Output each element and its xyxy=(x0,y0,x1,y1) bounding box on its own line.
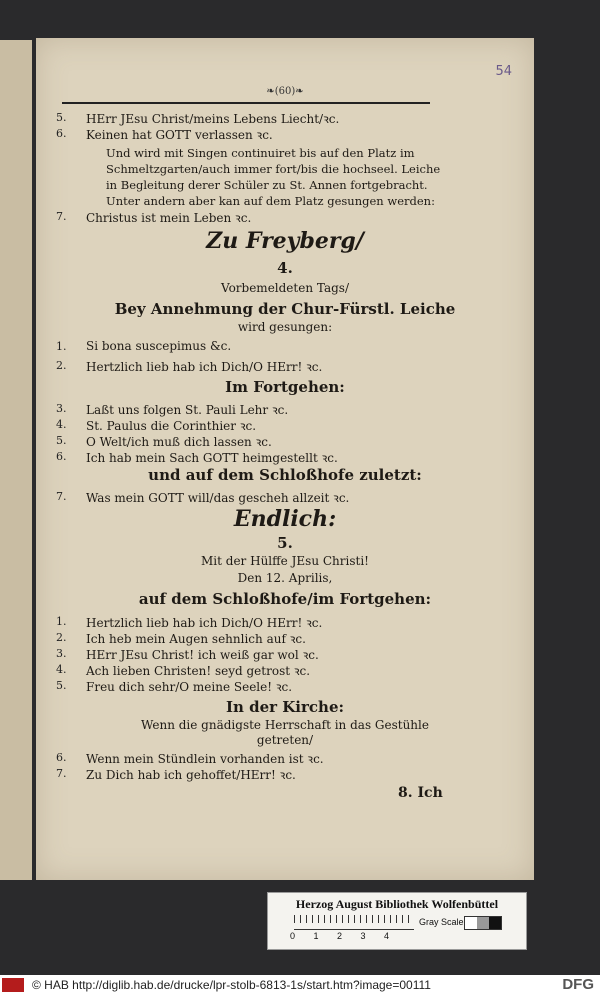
kirche-line: Wenn die gnädigste Herrschaft in das Gestühle xyxy=(141,718,429,732)
text-line: Ich heb mein Augen sehnlich auf ꝛc. xyxy=(86,632,306,646)
line-number: 3. xyxy=(56,402,67,415)
paragraph-line: Und wird mit Singen continuiret bis auf den Platz im xyxy=(106,146,415,160)
paragraph-line: Unter andern aber kan auf dem Platz gesungen werden: xyxy=(106,194,435,208)
scale-ruler xyxy=(294,915,414,930)
text-line: HErr JEsu Christ! ich weiß gar wol ꝛc. xyxy=(86,648,319,662)
text-line: Wenn mein Stündlein vorhanden ist ꝛc. xyxy=(86,752,324,766)
text-line: Christus ist mein Leben ꝛc. xyxy=(86,211,252,225)
section-number: 4. xyxy=(277,259,293,277)
gray-scale-swatch xyxy=(464,916,502,930)
footer-bar xyxy=(0,975,600,995)
line-number: 3. xyxy=(56,647,67,660)
subheading: wird gesungen: xyxy=(237,320,333,334)
hab-logo-icon xyxy=(2,978,24,992)
paragraph-line: in Begleitung derer Schüler zu St. Annen fortgebracht. xyxy=(106,178,428,192)
text-line: Freu dich sehr/O meine Seele! ꝛc. xyxy=(86,680,293,694)
marginal-note: 54 xyxy=(495,64,512,79)
text-line: Ach lieben Christen! seyd getrost ꝛc. xyxy=(86,664,311,678)
heading-fortgehen: Im Fortgehen: xyxy=(225,378,345,396)
subheading: Mit der Hülffe JEsu Christi! xyxy=(201,554,369,568)
text-line: Hertzlich lieb hab ich Dich/O HErr! ꝛc. xyxy=(86,616,323,630)
line-number: 4. xyxy=(56,663,67,676)
heading-freyberg: Zu Freyberg/ xyxy=(206,228,364,254)
copyright-link[interactable]: © HAB http://diglib.hab.de/drucke/lpr-stolb-6813-1s/start.htm?image=00111 xyxy=(32,978,431,992)
text-line: Laßt uns folgen St. Pauli Lehr ꝛc. xyxy=(86,403,289,417)
text-line: Was mein GOTT will/das gescheh allzeit ꝛc. xyxy=(86,491,350,505)
header-rule xyxy=(62,102,430,104)
library-name: Herzog August Bibliothek Wolfenbüttel xyxy=(295,897,499,911)
text-line: St. Paulus die Corinthier ꝛc. xyxy=(86,419,257,433)
page-header: ❧(60)❧ xyxy=(266,86,304,97)
heading-endlich: Endlich: xyxy=(233,506,337,532)
document-page xyxy=(36,38,534,880)
kirche-line: getreten/ xyxy=(256,733,314,747)
catchword: 8. Ich xyxy=(398,785,443,801)
line-number: 6. xyxy=(56,127,67,140)
line-number: 6. xyxy=(56,751,67,764)
section-number: 5. xyxy=(277,534,293,552)
line-number: 1. xyxy=(56,615,67,628)
line-number: 5. xyxy=(56,111,67,124)
heading-schlosshofe: auf dem Schloßhofe/im Fortgehen: xyxy=(138,590,432,608)
gray-scale-label: Gray Scale xyxy=(419,917,464,927)
text-line: Ich hab mein Sach GOTT heimgestellt ꝛc. xyxy=(86,451,338,465)
heading-kirche: In der Kirche: xyxy=(225,698,345,716)
text-line: Hertzlich lieb hab ich Dich/O HErr! ꝛc. xyxy=(86,360,323,374)
line-number: 4. xyxy=(56,418,67,431)
left-page-edge xyxy=(0,40,32,880)
library-scale-card xyxy=(267,892,527,950)
dfg-logo: DFG xyxy=(562,976,594,993)
text-line: Keinen hat GOTT verlassen ꝛc. xyxy=(86,128,273,142)
subheading: Vorbemeldeten Tags/ xyxy=(221,281,349,295)
line-number: 2. xyxy=(56,631,67,644)
subheading: Bey Annehmung der Chur-Fürstl. Leiche xyxy=(114,300,456,318)
line-number: 2. xyxy=(56,359,67,372)
line-number: 5. xyxy=(56,679,67,692)
text-line: O Welt/ich muß dich lassen ꝛc. xyxy=(86,435,272,449)
line-number: 7. xyxy=(56,490,67,503)
line-number: 7. xyxy=(56,767,67,780)
line-number: 7. xyxy=(56,210,67,223)
subheading-date: Den 12. Aprilis, xyxy=(237,571,333,585)
line-number: 5. xyxy=(56,434,67,447)
text-line: Si bona suscepimus &c. xyxy=(86,339,232,353)
line-number: 1. xyxy=(56,340,67,353)
ruler-ticks: 0 1 2 3 4 xyxy=(290,931,390,941)
heading-schlosshof: und auf dem Schloßhofe zuletzt: xyxy=(148,466,422,484)
paragraph-line: Schmeltzgarten/auch immer fort/bis die hochseel. Leiche xyxy=(106,162,441,176)
line-number: 6. xyxy=(56,450,67,463)
text-line: HErr JEsu Christ/meins Lebens Liecht/ꝛc. xyxy=(86,112,340,126)
text-line: Zu Dich hab ich gehoffet/HErr! ꝛc. xyxy=(86,768,296,782)
